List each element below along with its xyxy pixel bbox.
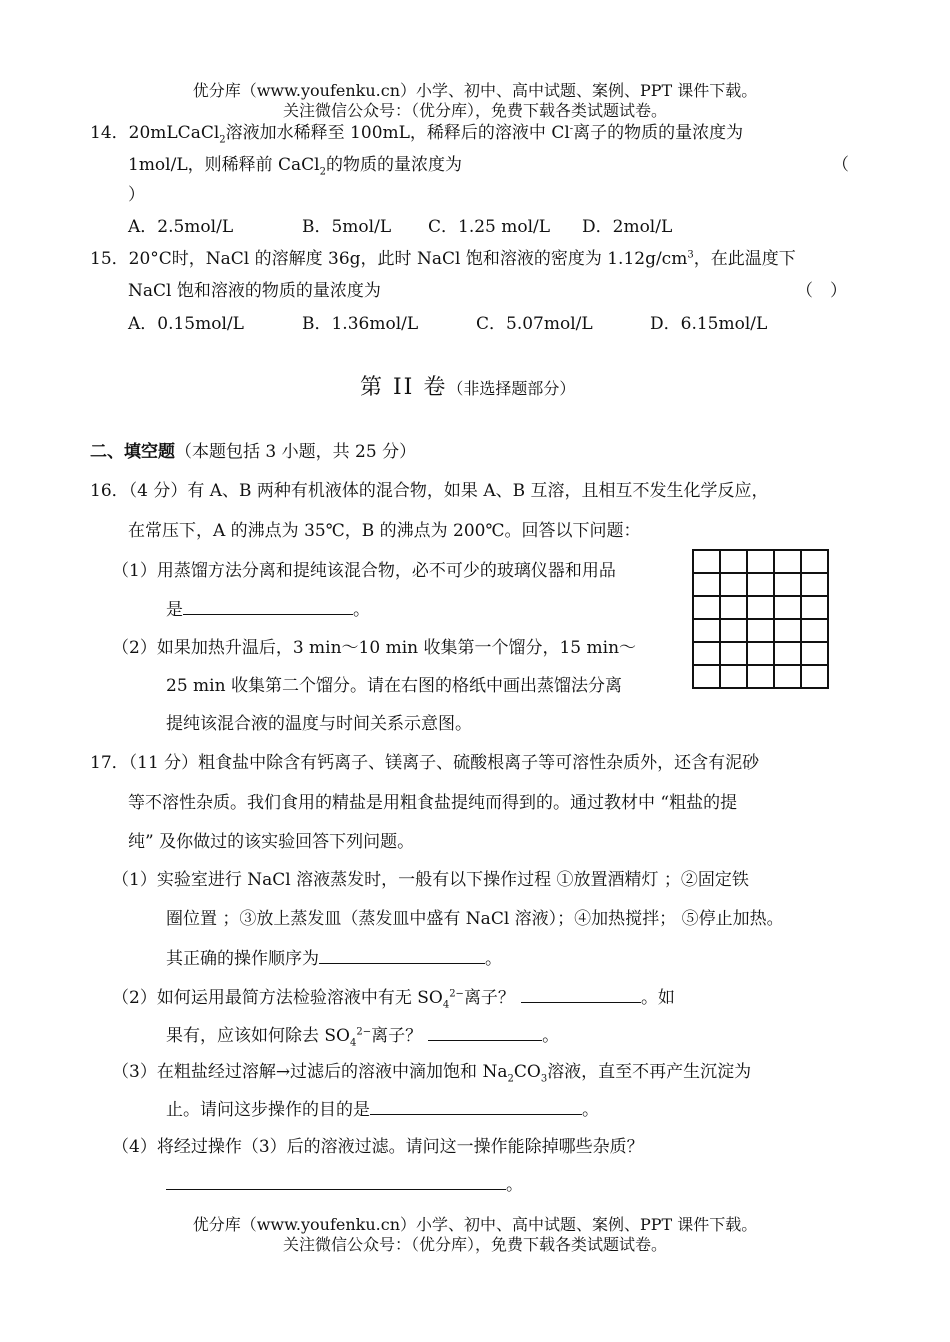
q14-line1: 14．20mLCaCl$_2$溶液加水稀释至 100mL，稀释后的溶液中 Cl-离子的物质的量浓度为 [90, 123, 744, 146]
q17-part4-line1: （4）将经过操作（3）后的溶液过滤。请问这一操作能除掉哪些杂质？ [112, 1137, 644, 1157]
q17-part3-answer-blank[interactable] [370, 1096, 582, 1115]
q16-part2-line3: 提纯该混合液的温度与时间关系示意图。 [166, 714, 472, 734]
q14-line2: 1mol/L，则稀释前 CaCl$_2$的物质的量浓度为 [128, 155, 462, 178]
q17-part2-line1: （2）如何运用最简方法检验溶液中有无 $SO_4^{2-}$离子？ 。如 [112, 983, 675, 1010]
q14-answer-paren-close: ） [128, 185, 145, 205]
q14-option-a[interactable]: A．2.5mol/L [128, 217, 234, 237]
q16-number: 16． [90, 481, 129, 501]
q15-option-b[interactable]: B．1.36mol/L [302, 314, 419, 334]
q14-option-c[interactable]: C．1.25 mol/L [428, 217, 551, 237]
q17-part2-check-answer-blank[interactable] [521, 984, 641, 1003]
q17-part1-answer-blank[interactable] [319, 945, 485, 964]
q17-part1-line3: 其正确的操作顺序为 。 [166, 944, 502, 969]
page-header-line1: 优分库（www.youfenku.cn）小学、初中、高中试题、案例、PPT 课件下载。 [192, 81, 758, 100]
q15-option-a[interactable]: A．0.15mol/L [128, 314, 244, 334]
q17-line2: 等不溶性杂质。我们食用的精盐是用粗食盐提纯而得到的。通过教材中 “粗盐的提 [128, 793, 738, 813]
q16-part2-line2: 25 min 收集第二个馏分。请在右图的格纸中画出蒸馏法分离 [166, 676, 622, 696]
q17-line1: 17．（11 分）粗食盐中除含有钙离子、镁离子、硫酸根离子等可溶性杂质外，还含有泥砂 [90, 753, 760, 773]
q15-option-d[interactable]: D．6.15mol/L [650, 314, 768, 334]
page-footer-line1: 优分库（www.youfenku.cn）小学、初中、高中试题、案例、PPT 课件下载。 [192, 1215, 758, 1234]
page-header-line2: 关注微信公众号：（优分库），免费下载各类试题试卷。 [282, 101, 667, 120]
q16-part2-line1: （2）如果加热升温后，3 min～10 min 收集第一个馏分，15 min～ [112, 638, 637, 658]
q17-part1-line2: 圈位置 ；③放上蒸发皿（蒸发皿中盛有 NaCl 溶液）；④加热搅拌； ⑤停止加热。 [166, 909, 784, 929]
q17-part2-remove-answer-blank[interactable] [428, 1022, 542, 1041]
q14-option-b[interactable]: B．5mol/L [302, 217, 392, 237]
q17-part3-line1: （3）在粗盐经过溶解→过滤后的溶液中滴加饱和 $Na_2CO_3$溶液，直至不再产生沉淀为 [112, 1062, 752, 1085]
q15-option-c[interactable]: C．5.07mol/L [476, 314, 593, 334]
page-footer-line2: 关注微信公众号：（优分库），免费下载各类试题试卷。 [282, 1235, 667, 1254]
q15-answer-paren: （ ） [796, 281, 847, 301]
q14-number: 14． [90, 123, 129, 143]
q17-part3-line2: 止。请问这步操作的目的是 。 [166, 1095, 599, 1120]
q16-line1: 16．（4 分）有 A、B 两种有机液体的混合物，如果 A、B 互溶，且相互不发生化学反应， [90, 481, 769, 501]
q17-number: 17． [90, 753, 129, 773]
q15-line1: 15．20°C时，NaCl 的溶解度 36g，此时 NaCl 饱和溶液的密度为 $1.12g/cm^3$，在此温度下 [90, 249, 796, 269]
q17-part4-answer-blank[interactable] [166, 1171, 506, 1190]
q17-part4-line2: 。 [166, 1170, 523, 1195]
q15-number: 15． [90, 249, 129, 269]
q16-part1-answer-blank[interactable] [183, 596, 353, 615]
graph-paper-grid[interactable] [692, 549, 829, 689]
q15-line2: NaCl 饱和溶液的物质的量浓度为 [128, 281, 381, 301]
q14-option-d[interactable]: D．2mol/L [582, 217, 673, 237]
q17-part2-line2: 果有，应该如何除去 $SO_4^{2-}$离子？ 。 [166, 1021, 559, 1048]
q17-line3: 纯” 及你做过的该实验回答下列问题。 [128, 832, 415, 852]
q16-line2: 在常压下，A 的沸点为 35℃，B 的沸点为 200℃。回答以下问题： [128, 521, 641, 541]
q14-answer-paren-open: （ [832, 155, 849, 175]
fill-in-heading: 二、填空题（本题包括 3 小题，共 25 分） [90, 442, 417, 462]
q17-part1-line1: （1）实验室进行 NaCl 溶液蒸发时，一般有以下操作过程 ①放置酒精灯 ；②固定铁 [112, 870, 749, 890]
q16-part1-line2: 是 。 [166, 595, 370, 620]
q16-part1-line1: （1）用蒸馏方法分离和提纯该混合物，必不可少的玻璃仪器和用品 [112, 561, 616, 581]
section-2-title: 第 II 卷（非选择题部分） [360, 375, 576, 400]
